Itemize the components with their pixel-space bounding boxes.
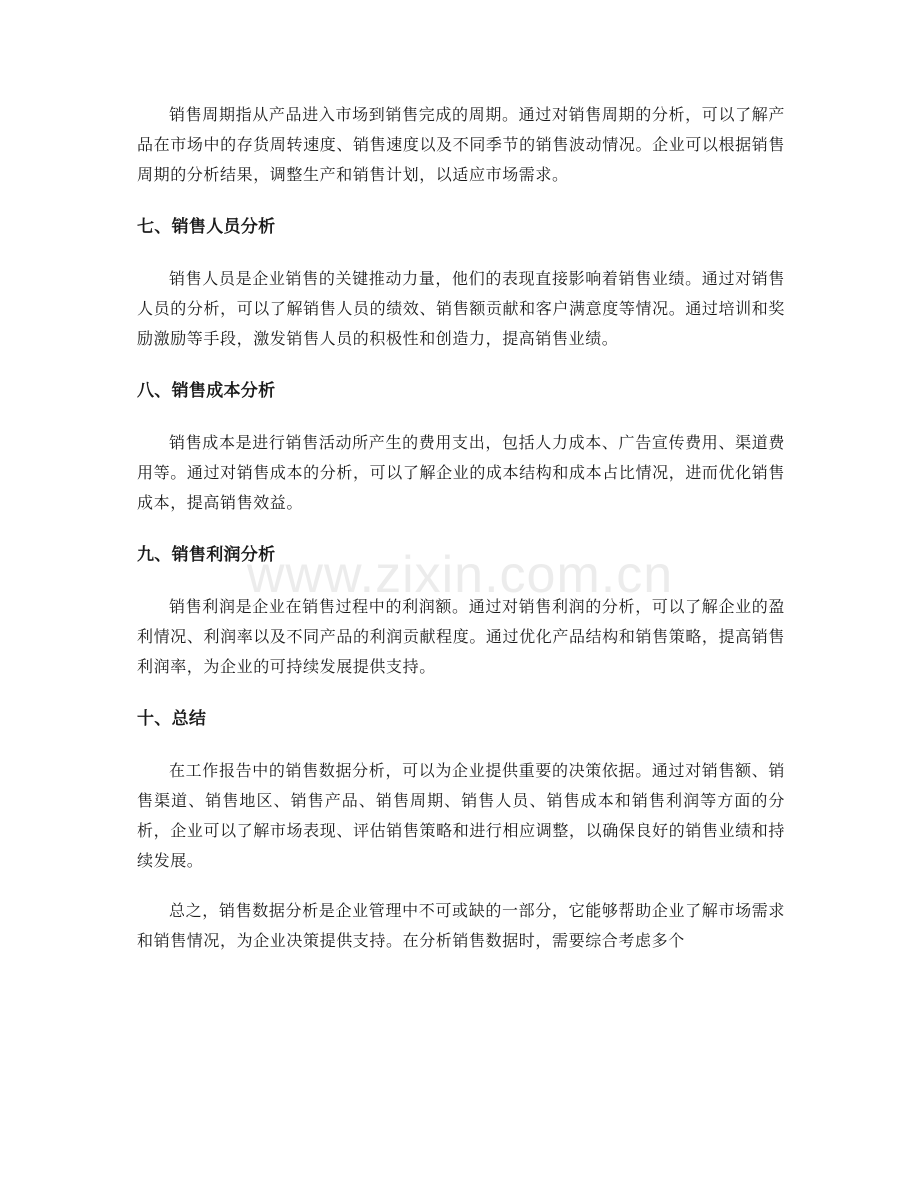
- heading-sales-profit: 九、销售利润分析: [137, 545, 276, 565]
- paragraph-sales-profit: 销售利润是企业在销售过程中的利润额。通过对销售利润的分析，可以了解企业的盈利情况、利润率以及不同产品的利润贡献程度。通过优化产品结构和销售策略，提高销售利润率，为企业的可持续发展提供支持。: [137, 597, 785, 676]
- paragraph-sales-cost: 销售成本是进行销售活动所产生的费用支出，包括人力成本、广告宣传费用、渠道费用等。通过对销售成本的分析，可以了解企业的成本结构和成本占比情况，进而优化销售成本，提高销售效益。: [137, 433, 785, 512]
- paragraph-summary: 在工作报告中的销售数据分析，可以为企业提供重要的决策依据。通过对销售额、销售渠道、销售地区、销售产品、销售周期、销售人员、销售成本和销售利润等方面的分析，企业可以了解市场表现、评估销售策略和进行相应调整，以确保良好的销售业绩和持续发展。: [137, 761, 785, 870]
- paragraph-conclusion: 总之，销售数据分析是企业管理中不可或缺的一部分，它能够帮助企业了解市场需求和销售情况，为企业决策提供支持。在分析销售数据时，需要综合考虑多个: [137, 901, 785, 950]
- heading-sales-cost: 八、销售成本分析: [137, 381, 276, 401]
- document-body: [137, 100, 785, 956]
- heading-sales-staff: 七、销售人员分析: [137, 217, 276, 237]
- paragraph-sales-staff: 销售人员是企业销售的关键推动力量，他们的表现直接影响着销售业绩。通过对销售人员的分析，可以了解销售人员的绩效、销售额贡献和客户满意度等情况。通过培训和奖励激励等手段，激发销售人员的积极性和创造力，提高销售业绩。: [137, 269, 785, 348]
- watermark: www.zixin.com.cn: [246, 546, 674, 604]
- heading-summary: 十、总结: [137, 709, 207, 729]
- paragraph-sales-cycle: 销售周期指从产品进入市场到销售完成的周期。通过对销售周期的分析，可以了解产品在市场中的存货周转速度、销售速度以及不同季节的销售波动情况。企业可以根据销售周期的分析结果，调整生产和销售计划，以适应市场需求。: [137, 105, 785, 184]
